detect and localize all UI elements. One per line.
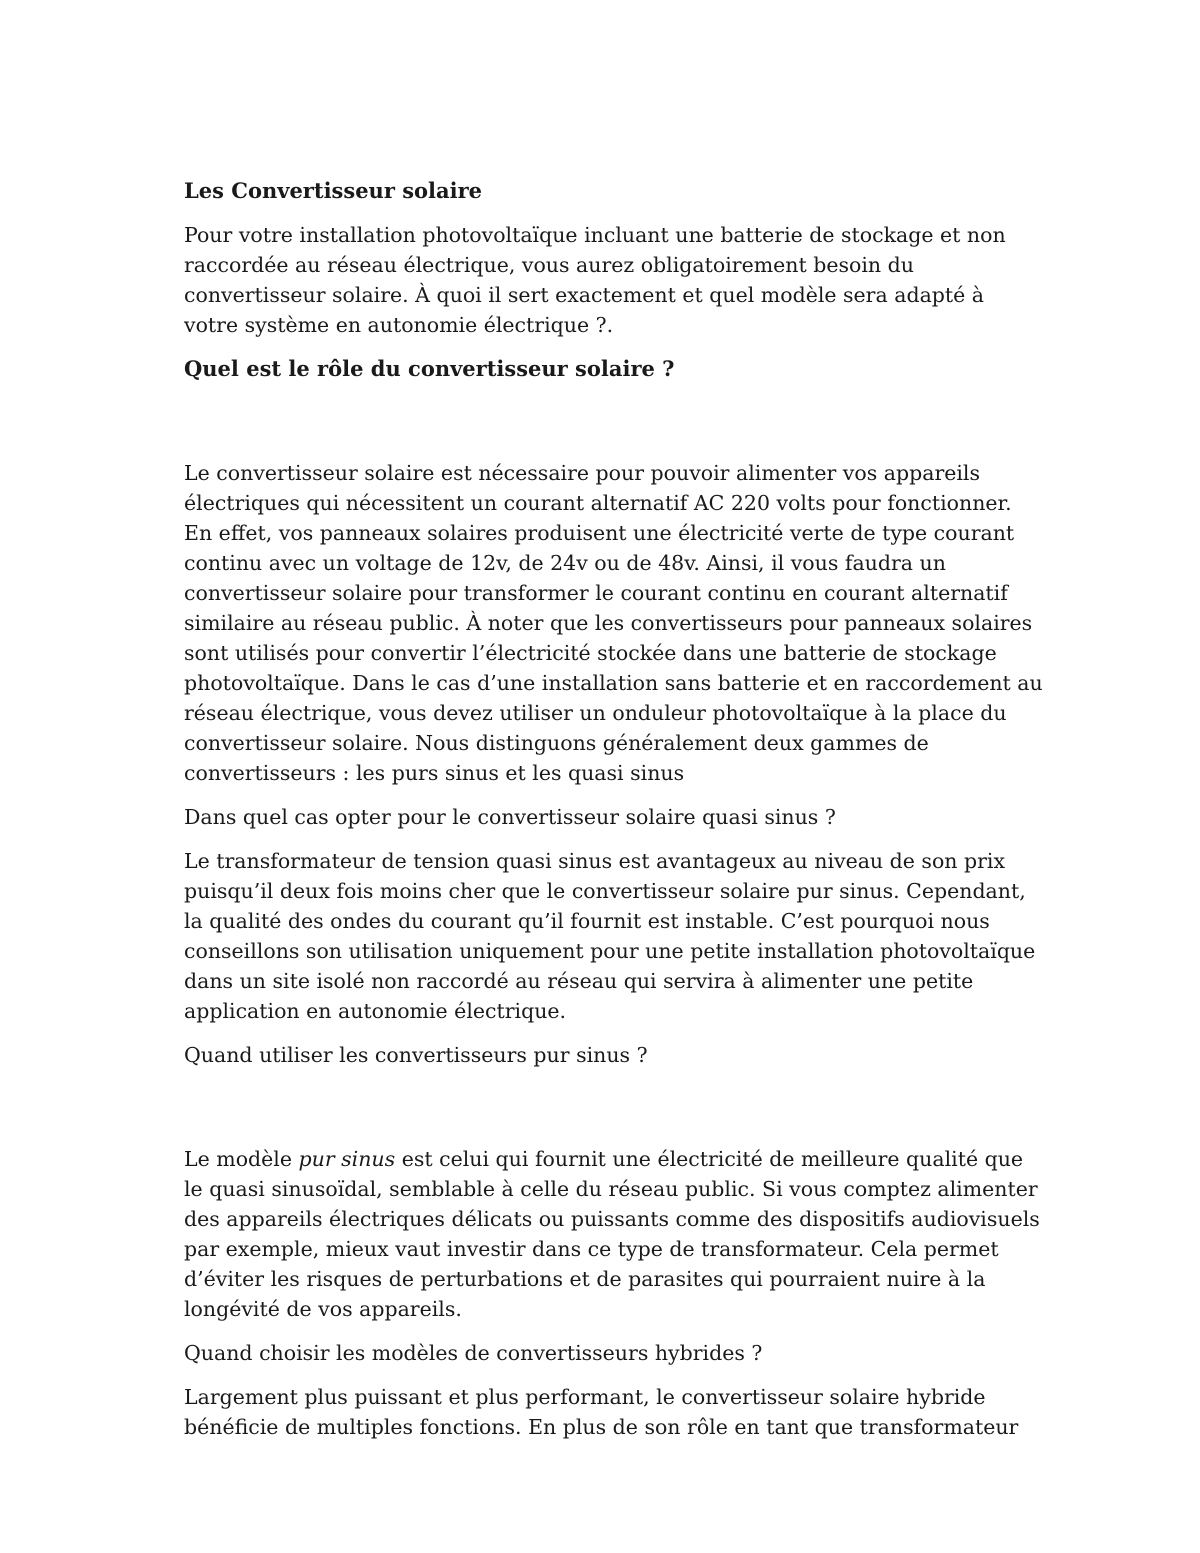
- role-paragraph: Le convertisseur solaire est nécessaire pour pouvoir alimenter vos appareils électriques qui nécessitent un courant alternatif AC 220 volts pour fonctionner. En effet, vos panneaux solaires produisent une électricité verte de type courant continu avec un voltage de 12v, de 24v ou de 48v. Ainsi, il vous faudra un convertisseur solaire pour transformer le courant continu en courant alternatif similaire au réseau public. À noter que les convertisseurs pour panneaux solaires sont utilisés pour convertir l’électricité stockée dans une batterie de stockage photovoltaïque. Dans le cas d’une installation sans batterie et en raccordement au réseau électrique, vous devez utiliser un onduleur photovoltaïque à la place du convertisseur solaire. Nous distinguons généralement deux gammes de convertisseurs : les purs sinus et les quasi sinus: [184, 461, 1043, 785]
- heading-role: Quel est le rôle du convertisseur solaire ?: [184, 356, 675, 381]
- intro-paragraph: Pour votre installation photovoltaïque incluant une batterie de stockage et non raccordée au réseau électrique, vous aurez obligatoirement besoin du convertisseur solaire. À quoi il sert exactement et quel modèle sera adapté à votre système en autonomie électrique ?.: [184, 223, 1006, 337]
- pur-sinus-text-after: est celui qui fournit une électricité de meilleure qualité que le quasi sinusoïdal, semblable à celle du réseau public. Si vous comptez alimenter des appareils électriques délicats ou puissants comme des dispositifs audiovisuels par exemple, mieux vaut investir dans ce type de transformateur. Cela permet d’éviter les risques de perturbations et de parasites qui pourraient nuire à la longévité de vos appareils.: [184, 1147, 1040, 1321]
- heading-hybride: Quand choisir les modèles de convertisseurs hybrides ?: [184, 1341, 763, 1365]
- document-title: Les Convertisseur solaire: [184, 178, 483, 203]
- pur-sinus-paragraph: [184, 1144, 1044, 1324]
- pur-sinus-emphasis: pur sinus: [298, 1147, 396, 1171]
- pur-sinus-text-before: Le modèle: [184, 1147, 299, 1171]
- quasi-sinus-paragraph: Le transformateur de tension quasi sinus est avantageux au niveau de son prix puisqu’il deux fois moins cher que le convertisseur solaire pur sinus. Cependant, la qualité des ondes du courant qu’il fournit est instable. C’est pourquoi nous conseillons son utilisation uniquement pour une petite installation photovoltaïque dans un site isolé non raccordé au réseau qui servira à alimenter une petite application en autonomie électrique.: [184, 849, 1036, 1023]
- document-page: [184, 176, 1044, 1456]
- heading-pur-sinus: Quand utiliser les convertisseurs pur sinus ?: [184, 1043, 648, 1067]
- hybride-paragraph: Largement plus puissant et plus performant, le convertisseur solaire hybride bénéficie de multiples fonctions. En plus de son rôle en tant que transformateur: [184, 1385, 1019, 1439]
- heading-quasi-sinus: Dans quel cas opter pour le convertisseur solaire quasi sinus ?: [184, 805, 836, 829]
